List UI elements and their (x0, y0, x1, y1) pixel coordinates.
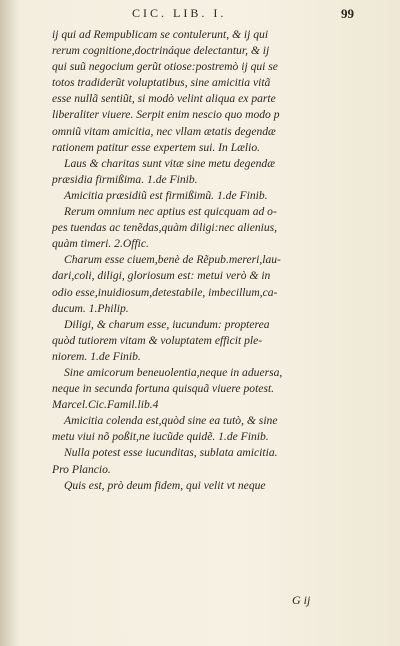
gutter-shadow (0, 0, 18, 646)
text-line: Amicitia præsidiũ est firmißimũ. 1.de Finib. (64, 188, 268, 202)
text-line: qui suũ negocium gerũt otiose:postremò ij qui se (52, 60, 278, 74)
page-number: 99 (341, 6, 354, 21)
text-line: dari,coli, diligi, gloriosum est: metui verò & in (52, 269, 271, 283)
text-line: Amicitia colenda est,quòd sine ea tutò, & sine (64, 414, 278, 428)
text-line: ducum. 1.Philip. (52, 301, 129, 315)
text-line: ij qui ad Rempublicam se contulerunt, & ij qui (52, 28, 269, 41)
page-header (52, 6, 354, 24)
text-line: Marcel.Cic.Famil.lib.4 (52, 398, 159, 412)
text-line: odio esse,inuidiosum,detestabile, imbecillum,ca- (52, 285, 278, 299)
text-line: Pro Plancio. (52, 462, 111, 476)
text-line: præsidia firmißima. 1.de Finib. (52, 172, 198, 186)
running-head: CIC. LIB. I. (132, 6, 227, 20)
text-line: rationem patitur esse expertem sui. In Lælio. (52, 140, 261, 154)
text-line: Sine amicorum beneuolentia,neque in aduersa, (64, 365, 283, 379)
text-line: liberaliter viuere. Serpit enim nescio quo modo p (52, 108, 280, 122)
text-line: metu viui nõ poßit,ne iucũde quidẽ. 1.de Finib. (52, 430, 269, 444)
text-line: esse nullã sentiũt, si modò velint aliqua ex parte (52, 92, 276, 106)
text-line: omniũ vitam amicitia, nec vllam ætatis degendæ (52, 124, 276, 138)
text-line: totos tradiderũt voluptatibus, sine amicitia vitã (52, 76, 271, 90)
text-line: quàm timeri. 2.Offic. (52, 237, 149, 251)
text-line: Quis est, prò deum fidem, qui velit vt neque (64, 478, 266, 492)
text-line: Charum esse ciuem,benè de Rẽpub.mereri,lau- (64, 253, 281, 267)
text-line: Laus & charitas sunt vitæ sine metu degendæ (64, 156, 275, 170)
text-line: Diligi, & charum esse, iucundum: propterea (64, 317, 270, 331)
body-text (52, 27, 352, 494)
text-line: neque in secunda fortuna quisquã viuere potest. (52, 382, 275, 396)
text-line: niorem. 1.de Finib. (52, 349, 141, 363)
text-line: rerum cognitione,doctrináque delectantur, & ij (52, 44, 270, 58)
text-line: Rerum omnium nec aptius est quicquam ad o- (64, 205, 277, 219)
text-line: pes tuendas ac tenẽdas,quàm diligi:nec alienius, (52, 221, 278, 235)
catchword: G ij (292, 593, 311, 607)
text-line: quòd tutiorem vitam & voluptatem efficit ple- (52, 333, 263, 347)
text-line: Nulla potest esse iucunditas, sublata amicitia. (64, 446, 278, 460)
